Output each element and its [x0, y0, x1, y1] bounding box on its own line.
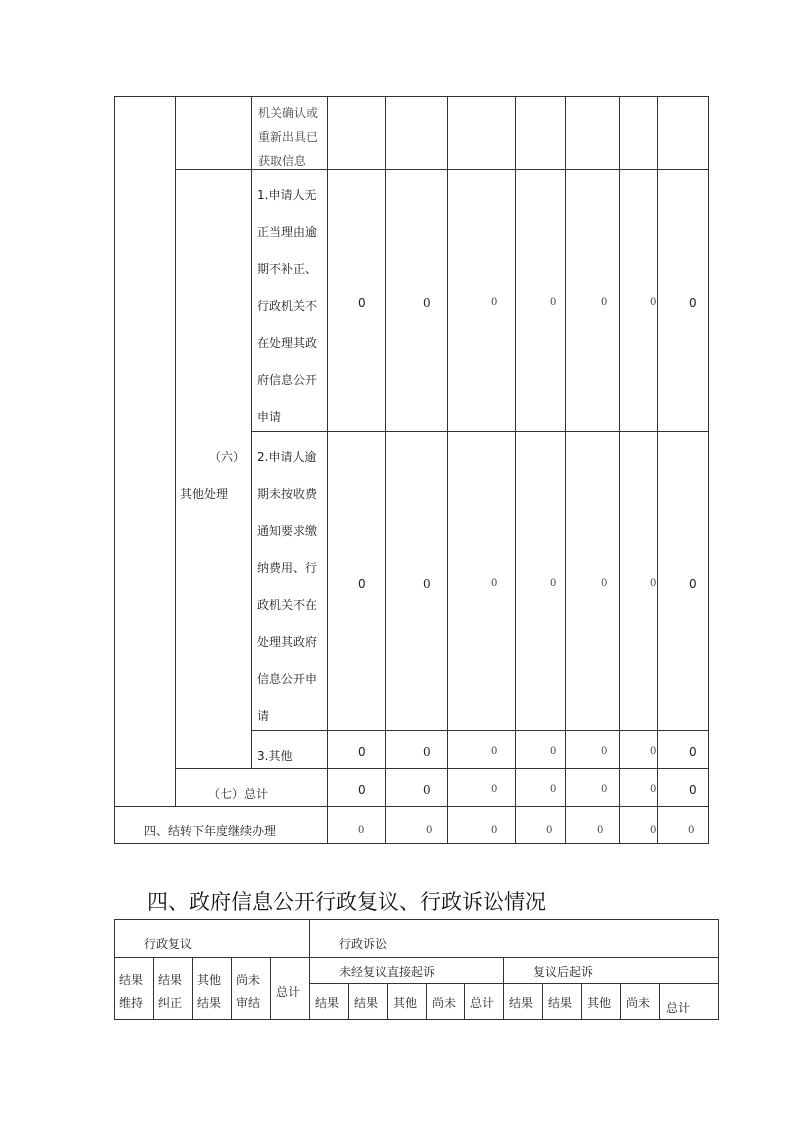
after-review-col-total: 总计	[666, 1001, 691, 1015]
column-divider	[447, 96, 448, 844]
no-review-header: 未经复议直接起诉	[339, 965, 436, 979]
table-cell: 0	[358, 745, 366, 759]
row-label-total: （七）总计	[208, 787, 269, 801]
no-review-col-total: 总计	[470, 996, 495, 1010]
table-cell: 0	[423, 783, 431, 797]
table-cell: 0	[358, 825, 365, 836]
no-review-col-pending: 尚未	[432, 996, 457, 1010]
column-divider	[619, 96, 620, 844]
column-divider	[231, 957, 232, 1020]
table-cell: 0	[689, 577, 697, 591]
after-review-col-corrected: 结果	[548, 996, 573, 1010]
row-divider	[309, 983, 719, 984]
no-review-col-upheld: 结果	[315, 996, 340, 1010]
table-cell: 0	[550, 578, 557, 589]
section-heading: 四、政府信息公开行政复议、行政诉讼情况	[147, 890, 546, 914]
column-divider	[309, 919, 310, 1020]
row-divider	[175, 169, 251, 170]
row-label-confirmed-info: 机关确认或 重新出具已 获取信息	[258, 106, 319, 168]
column-divider	[515, 96, 516, 844]
no-review-col-corrected: 结果	[354, 996, 379, 1010]
table-cell: 0	[550, 784, 557, 795]
table-cell: 0	[689, 296, 697, 310]
column-divider	[192, 957, 193, 1020]
table-cell: 0	[491, 825, 498, 836]
column-divider	[426, 983, 427, 1020]
row-label-unpaid-fees: 2.申请人逾 期未按收费 通知要求缴 纳费用、行 政机关不在 处理其政府 信息公开申 请	[257, 450, 318, 723]
table-cell: 0	[601, 297, 608, 308]
table-cell: 0	[491, 746, 498, 757]
no-review-col-other: 其他	[393, 996, 418, 1010]
table-border-right	[708, 96, 709, 844]
table-cell: 0	[358, 296, 366, 310]
table-border-top	[114, 919, 719, 920]
after-review-col-pending: 尚未	[626, 996, 651, 1010]
column-divider	[565, 96, 566, 844]
row-label-no-correction: 1.申请人无 正当理由逾 期不补正、 行政机关不 在处理其政 府信息公开 申请	[257, 188, 318, 424]
table-cell: 0	[423, 577, 431, 591]
table-cell: 0	[650, 784, 657, 795]
table-cell: 0	[650, 297, 657, 308]
table-cell: 0	[423, 745, 431, 759]
review-col-total: 总计	[276, 985, 301, 999]
column-divider	[657, 96, 658, 844]
review-col-upheld: 结果 维持	[119, 973, 144, 1010]
review-col-corrected: 结果 纠正	[158, 973, 183, 1010]
row-divider	[251, 730, 709, 731]
column-divider	[251, 96, 252, 768]
row-divider	[114, 957, 309, 958]
row-divider	[175, 768, 709, 769]
row-divider	[309, 957, 719, 958]
column-divider	[175, 96, 176, 806]
table-cell: 0	[689, 745, 697, 759]
table-cell: 0	[650, 825, 657, 836]
after-review-col-upheld: 结果	[509, 996, 534, 1010]
table-cell: 0	[550, 746, 557, 757]
column-divider	[348, 983, 349, 1020]
row-label-other: 3.其他	[257, 749, 293, 763]
table-border-left	[114, 96, 115, 844]
table-cell: 0	[650, 746, 657, 757]
row-divider	[251, 169, 709, 170]
column-divider	[542, 983, 543, 1020]
group-label-number: （六）	[209, 450, 246, 464]
after-review-col-other: 其他	[587, 996, 612, 1010]
column-divider	[659, 983, 660, 1020]
row-divider	[251, 431, 709, 432]
review-col-pending: 尚未 审结	[236, 973, 261, 1010]
column-divider	[387, 983, 388, 1020]
table-cell: 0	[688, 825, 695, 836]
after-review-header: 复议后起诉	[533, 965, 594, 979]
table-cell: 0	[358, 783, 366, 797]
table-cell: 0	[426, 825, 433, 836]
table-cell: 0	[601, 784, 608, 795]
table-cell: 0	[491, 578, 498, 589]
table-cell: 0	[423, 296, 431, 310]
table-border-left	[114, 919, 115, 1020]
group-label-other-handling: 其他处理	[180, 487, 229, 501]
table-cell: 0	[550, 297, 557, 308]
column-divider	[153, 957, 154, 1020]
column-divider	[620, 983, 621, 1020]
column-divider	[270, 957, 271, 1020]
table-cell: 0	[546, 825, 553, 836]
table-border-right	[718, 919, 719, 1020]
table-cell: 0	[689, 783, 697, 797]
column-divider	[503, 957, 504, 1020]
column-divider	[327, 96, 328, 844]
table-cell: 0	[491, 297, 498, 308]
column-divider	[581, 983, 582, 1020]
table-cell: 0	[597, 825, 604, 836]
table-cell: 0	[601, 578, 608, 589]
review-col-other: 其他 结果	[197, 973, 222, 1010]
table-cell: 0	[491, 784, 498, 795]
column-divider	[385, 96, 386, 844]
table-border-bottom	[114, 1019, 719, 1020]
table-cell: 0	[650, 578, 657, 589]
table-cell: 0	[358, 577, 366, 591]
column-divider	[464, 983, 465, 1020]
litigation-header: 行政诉讼	[339, 937, 388, 951]
table-cell: 0	[601, 746, 608, 757]
review-header: 行政复议	[144, 937, 193, 951]
row-label-carry-over: 四、结转下年度继续办理	[144, 824, 277, 838]
